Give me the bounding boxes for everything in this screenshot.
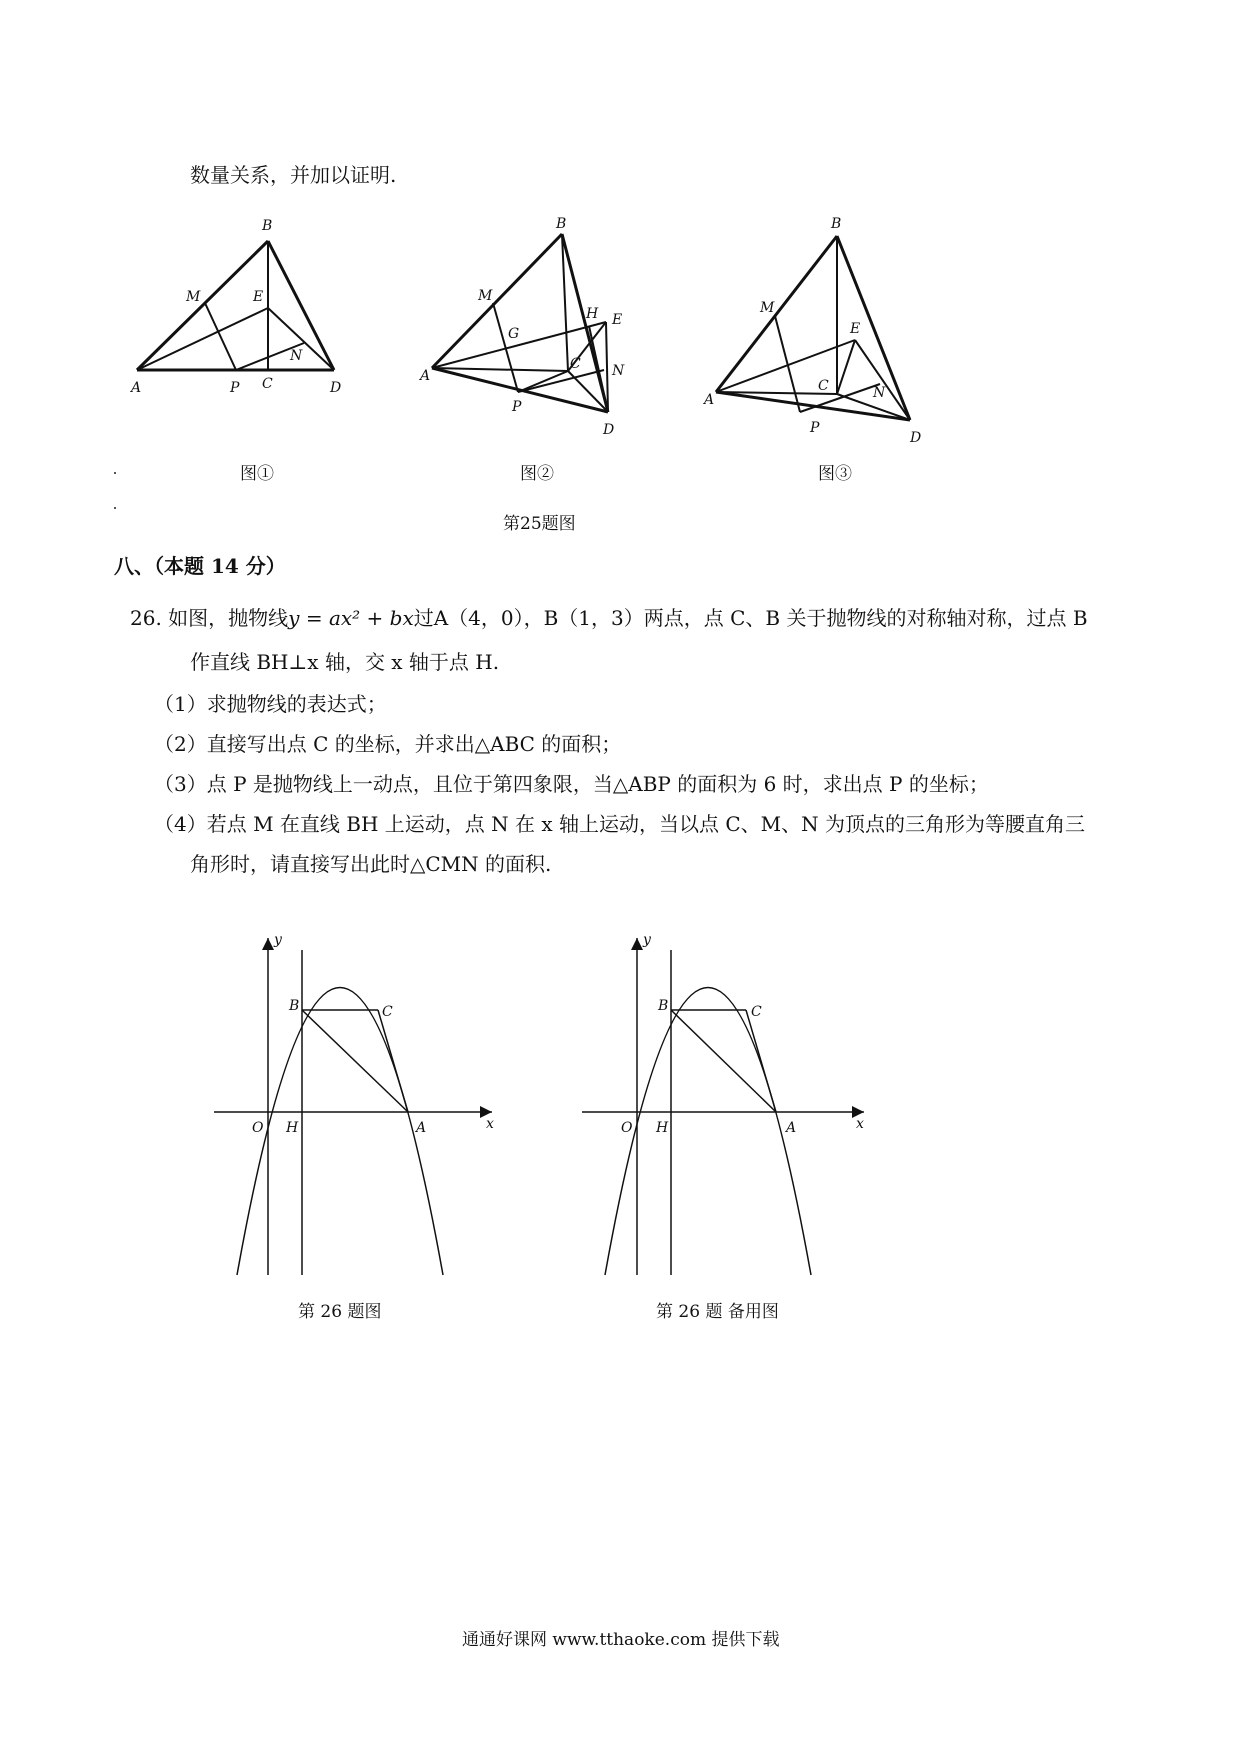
- label-c: C: [382, 1004, 393, 1020]
- fig1-label-d: D: [330, 380, 342, 396]
- sub-question-1: （1）求抛物线的表达式；: [154, 692, 387, 716]
- fig3-label-a: A: [704, 392, 715, 408]
- fig26-caption-spare: 第 26 题 备用图: [656, 1302, 779, 1322]
- fig2-label-d: D: [603, 422, 615, 438]
- previous-question-tail: 数量关系，并加以证明.: [190, 163, 397, 187]
- fig2-label-m: M: [478, 288, 493, 304]
- sub-question-4-line-2: 角形时，请直接写出此时△CMN 的面积.: [190, 852, 552, 876]
- fig2-label-a: A: [420, 368, 431, 384]
- fig26-caption-main: 第 26 题图: [298, 1302, 382, 1322]
- fig25-group-caption: 第25题图: [503, 514, 576, 534]
- sub-question-4-line-1: （4）若点 M 在直线 BH 上运动，点 N 在 x 轴上运动，当以点 C、M、N 为顶点的三角形为等腰直角三: [154, 812, 1085, 836]
- fig1-label-p: P: [230, 380, 240, 396]
- fig25-caption-1: 图①: [240, 464, 274, 484]
- fig1-label-m: M: [186, 289, 201, 305]
- question-text-part-1: 如图，抛物线: [168, 606, 289, 630]
- label-x: x: [486, 1116, 494, 1132]
- fig3-label-c: C: [818, 378, 829, 394]
- label-x: x: [856, 1116, 864, 1132]
- page-footer: 通通好课网 www.tthaoke.com 提供下载: [462, 1630, 780, 1650]
- sub-question-2: （2）直接写出点 C 的坐标，并求出△ABC 的面积；: [154, 732, 622, 756]
- fig1-label-c: C: [262, 376, 273, 392]
- fig3-label-p: P: [810, 420, 820, 436]
- label-h: H: [656, 1120, 669, 1136]
- fig3-label-d: D: [910, 430, 922, 446]
- fig3-label-b: B: [831, 216, 842, 232]
- fig2-label-n: N: [612, 363, 625, 379]
- question-text-part-3: A（4，0），B（1，3）两点，点 C、B 关于抛物线的对称轴对称，过点 B: [433, 606, 1088, 630]
- fig2-label-p: P: [512, 399, 522, 415]
- label-h: H: [286, 1120, 299, 1136]
- label-y: y: [643, 932, 651, 948]
- label-o: O: [252, 1120, 264, 1136]
- fig2-label-e: E: [612, 312, 623, 328]
- label-a: A: [786, 1120, 797, 1136]
- label-c: C: [751, 1004, 762, 1020]
- question-text-part-2: 过: [413, 606, 434, 630]
- fig3-label-e: E: [850, 321, 861, 337]
- fig1-label-b: B: [262, 218, 273, 234]
- fig2-label-h: H: [586, 306, 599, 322]
- fig25-caption-3: 图③: [818, 464, 852, 484]
- label-b: B: [289, 998, 300, 1014]
- fig3-label-n: N: [873, 385, 886, 401]
- fig25-caption-2: 图②: [520, 464, 554, 484]
- parabola-formula: y = ax² + bx: [288, 606, 414, 630]
- sub-question-3: （3）点 P 是抛物线上一动点，且位于第四象限，当△ABP 的面积为 6 时，求出点 P 的坐标；: [154, 772, 989, 796]
- fig1-label-n: N: [290, 348, 303, 364]
- fig2-label-g: G: [508, 326, 520, 342]
- fig1-label-e: E: [253, 289, 264, 305]
- fig1-label-a: A: [131, 380, 142, 396]
- label-b: B: [658, 998, 669, 1014]
- label-o: O: [621, 1120, 633, 1136]
- fig3-label-m: M: [760, 300, 775, 316]
- parabola: [605, 988, 811, 1276]
- fig2-label-c: C: [570, 356, 581, 372]
- section-heading: 八、（本题 14 分）: [114, 554, 286, 578]
- label-y: y: [274, 932, 282, 948]
- label-a: A: [416, 1120, 427, 1136]
- fig2-label-b: B: [556, 216, 567, 232]
- question-26-line-2: 作直线 BH⊥x 轴，交 x 轴于点 H.: [190, 650, 500, 674]
- question-number: 26.: [130, 606, 162, 630]
